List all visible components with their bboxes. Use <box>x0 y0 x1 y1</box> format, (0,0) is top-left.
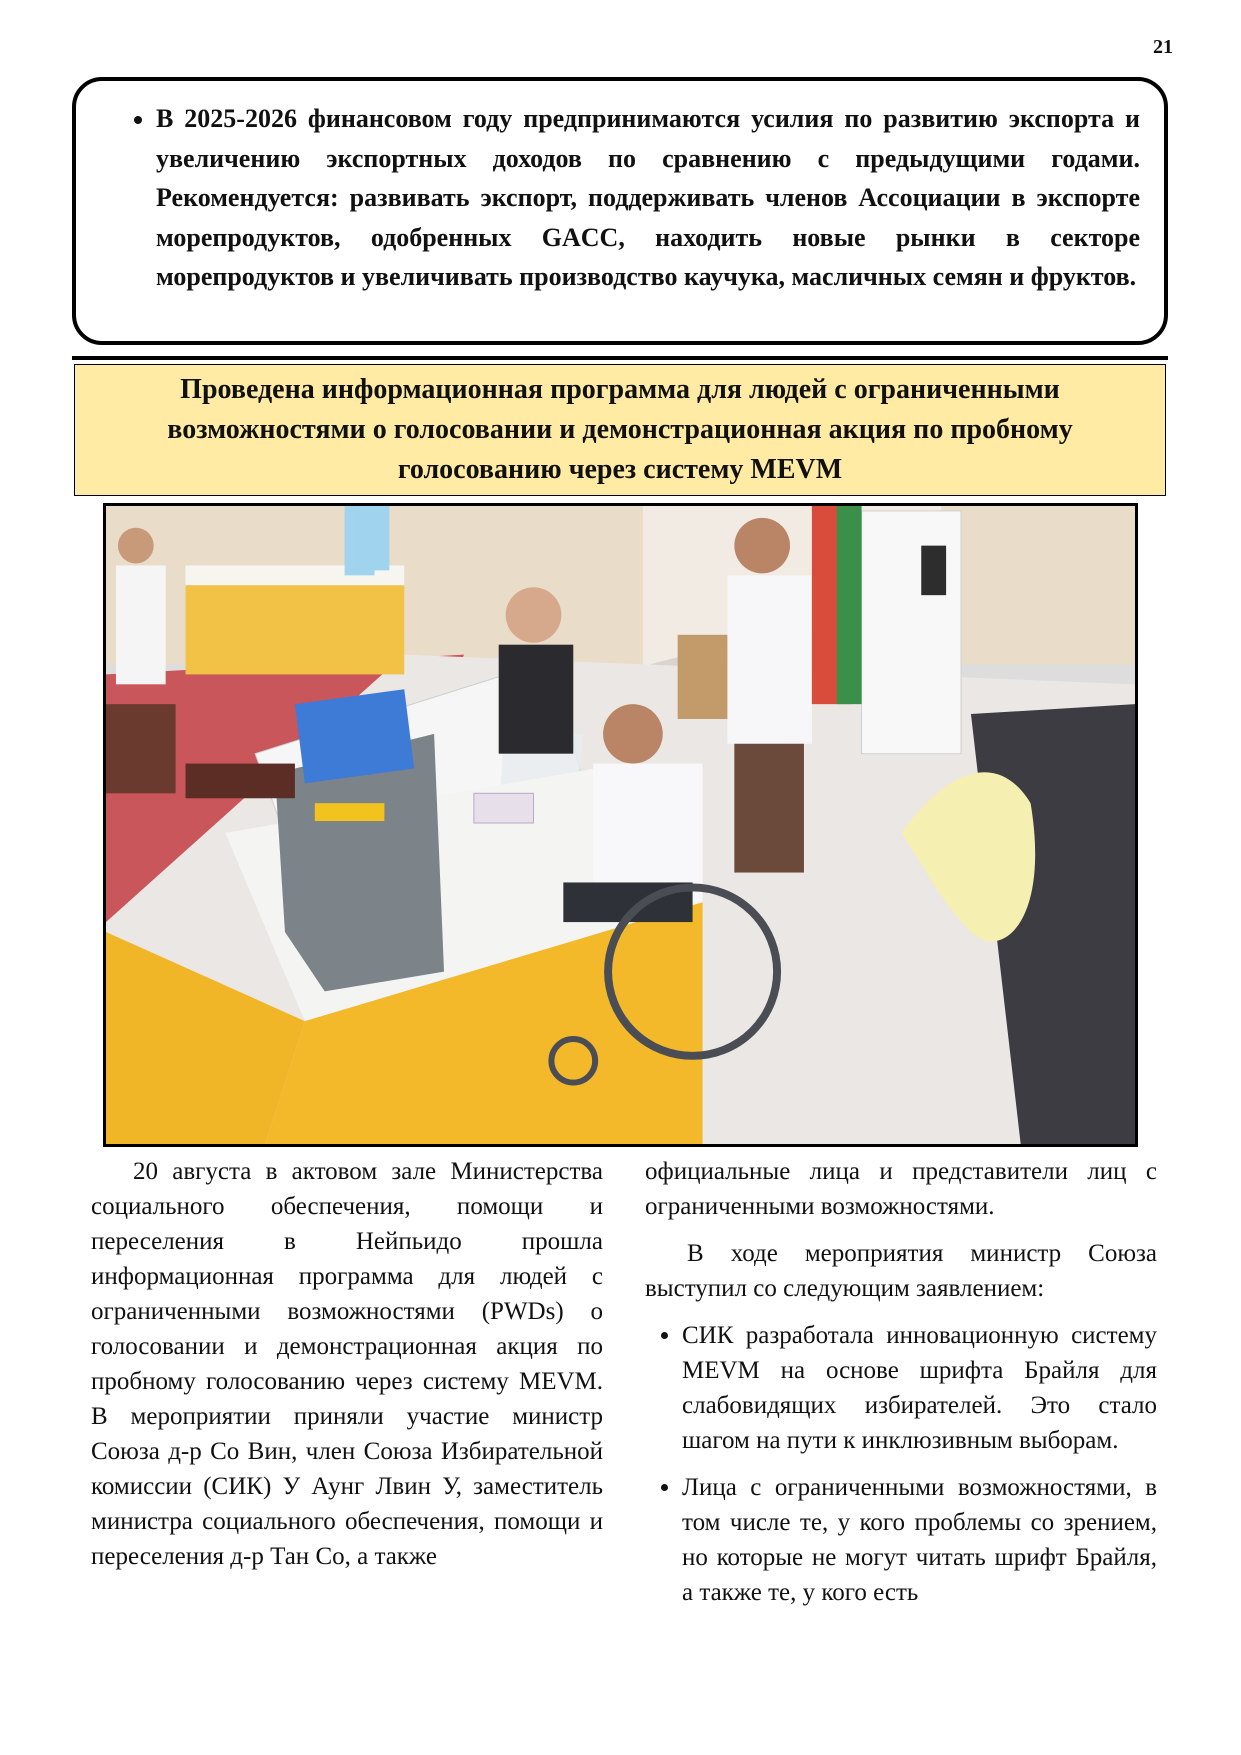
article-headline-box <box>74 364 1166 496</box>
statement-bullet: • СИК разработала инновационную систему MEVM на основе шрифта Брайля для слабовидящих избирателей. Это стало шагом на пути к инклюзивным выборам. <box>682 1318 1157 1458</box>
highlight-bullet: • В 2025-2026 финансовом году предпринимаются усилия по развитию экспорта и увеличению экспортных доходов по сравнению с предыдущими годами. Рекомендуется: развивать экспорт, поддерживать членов Ассоциации в экспорте морепродуктов, одобренных GACC, находить новые рынки в секторе морепродуктов и увеличивать производство каучука, масличных семян и фруктов. <box>156 99 1140 297</box>
article-headline: Проведена информационная программа для людей с ограниченными возможностями о голосовании и демонстрационная акция по пробному голосованию через систему MEVM <box>167 374 1073 485</box>
section-divider <box>72 356 1168 360</box>
statement-list <box>645 1318 1157 1610</box>
left-column <box>91 1154 603 1574</box>
article-paragraph-1-continued: официальные лица и представители лиц с ограниченными возможностями. <box>645 1158 1157 1220</box>
right-column <box>645 1154 1157 1622</box>
article-paragraph-1: 20 августа в актовом зале Министерства социального обеспечения, помощи и переселения в Нейпьидо прошла информационная программа для людей с ограниченными возможностями (PWDs) о голосовании и демонстрационная акция по пробному голосованию через систему MEVM. В мероприятии приняли участие министр Союза д-р Со Вин, член Союза Избирательной комиссии (СИК) У Аунг Лвин У, заместитель министра социального обеспечения, помощи и переселения д-р Тан Со, а также <box>91 1158 603 1570</box>
highlight-list <box>100 99 1140 297</box>
page-number: 21 <box>1153 36 1173 58</box>
statement-bullet: • Лица с ограниченными возможностями, в том числе те, у кого проблемы со зрением, но которые не могут читать шрифт Брайля, а также те, у кого есть <box>682 1470 1157 1610</box>
highlight-box <box>72 77 1168 345</box>
article-paragraph-2: В ходе мероприятия министр Союза выступил со следующим заявлением: <box>645 1240 1157 1302</box>
article-photo <box>103 503 1138 1147</box>
voting-demonstration-photo <box>106 506 1135 1144</box>
